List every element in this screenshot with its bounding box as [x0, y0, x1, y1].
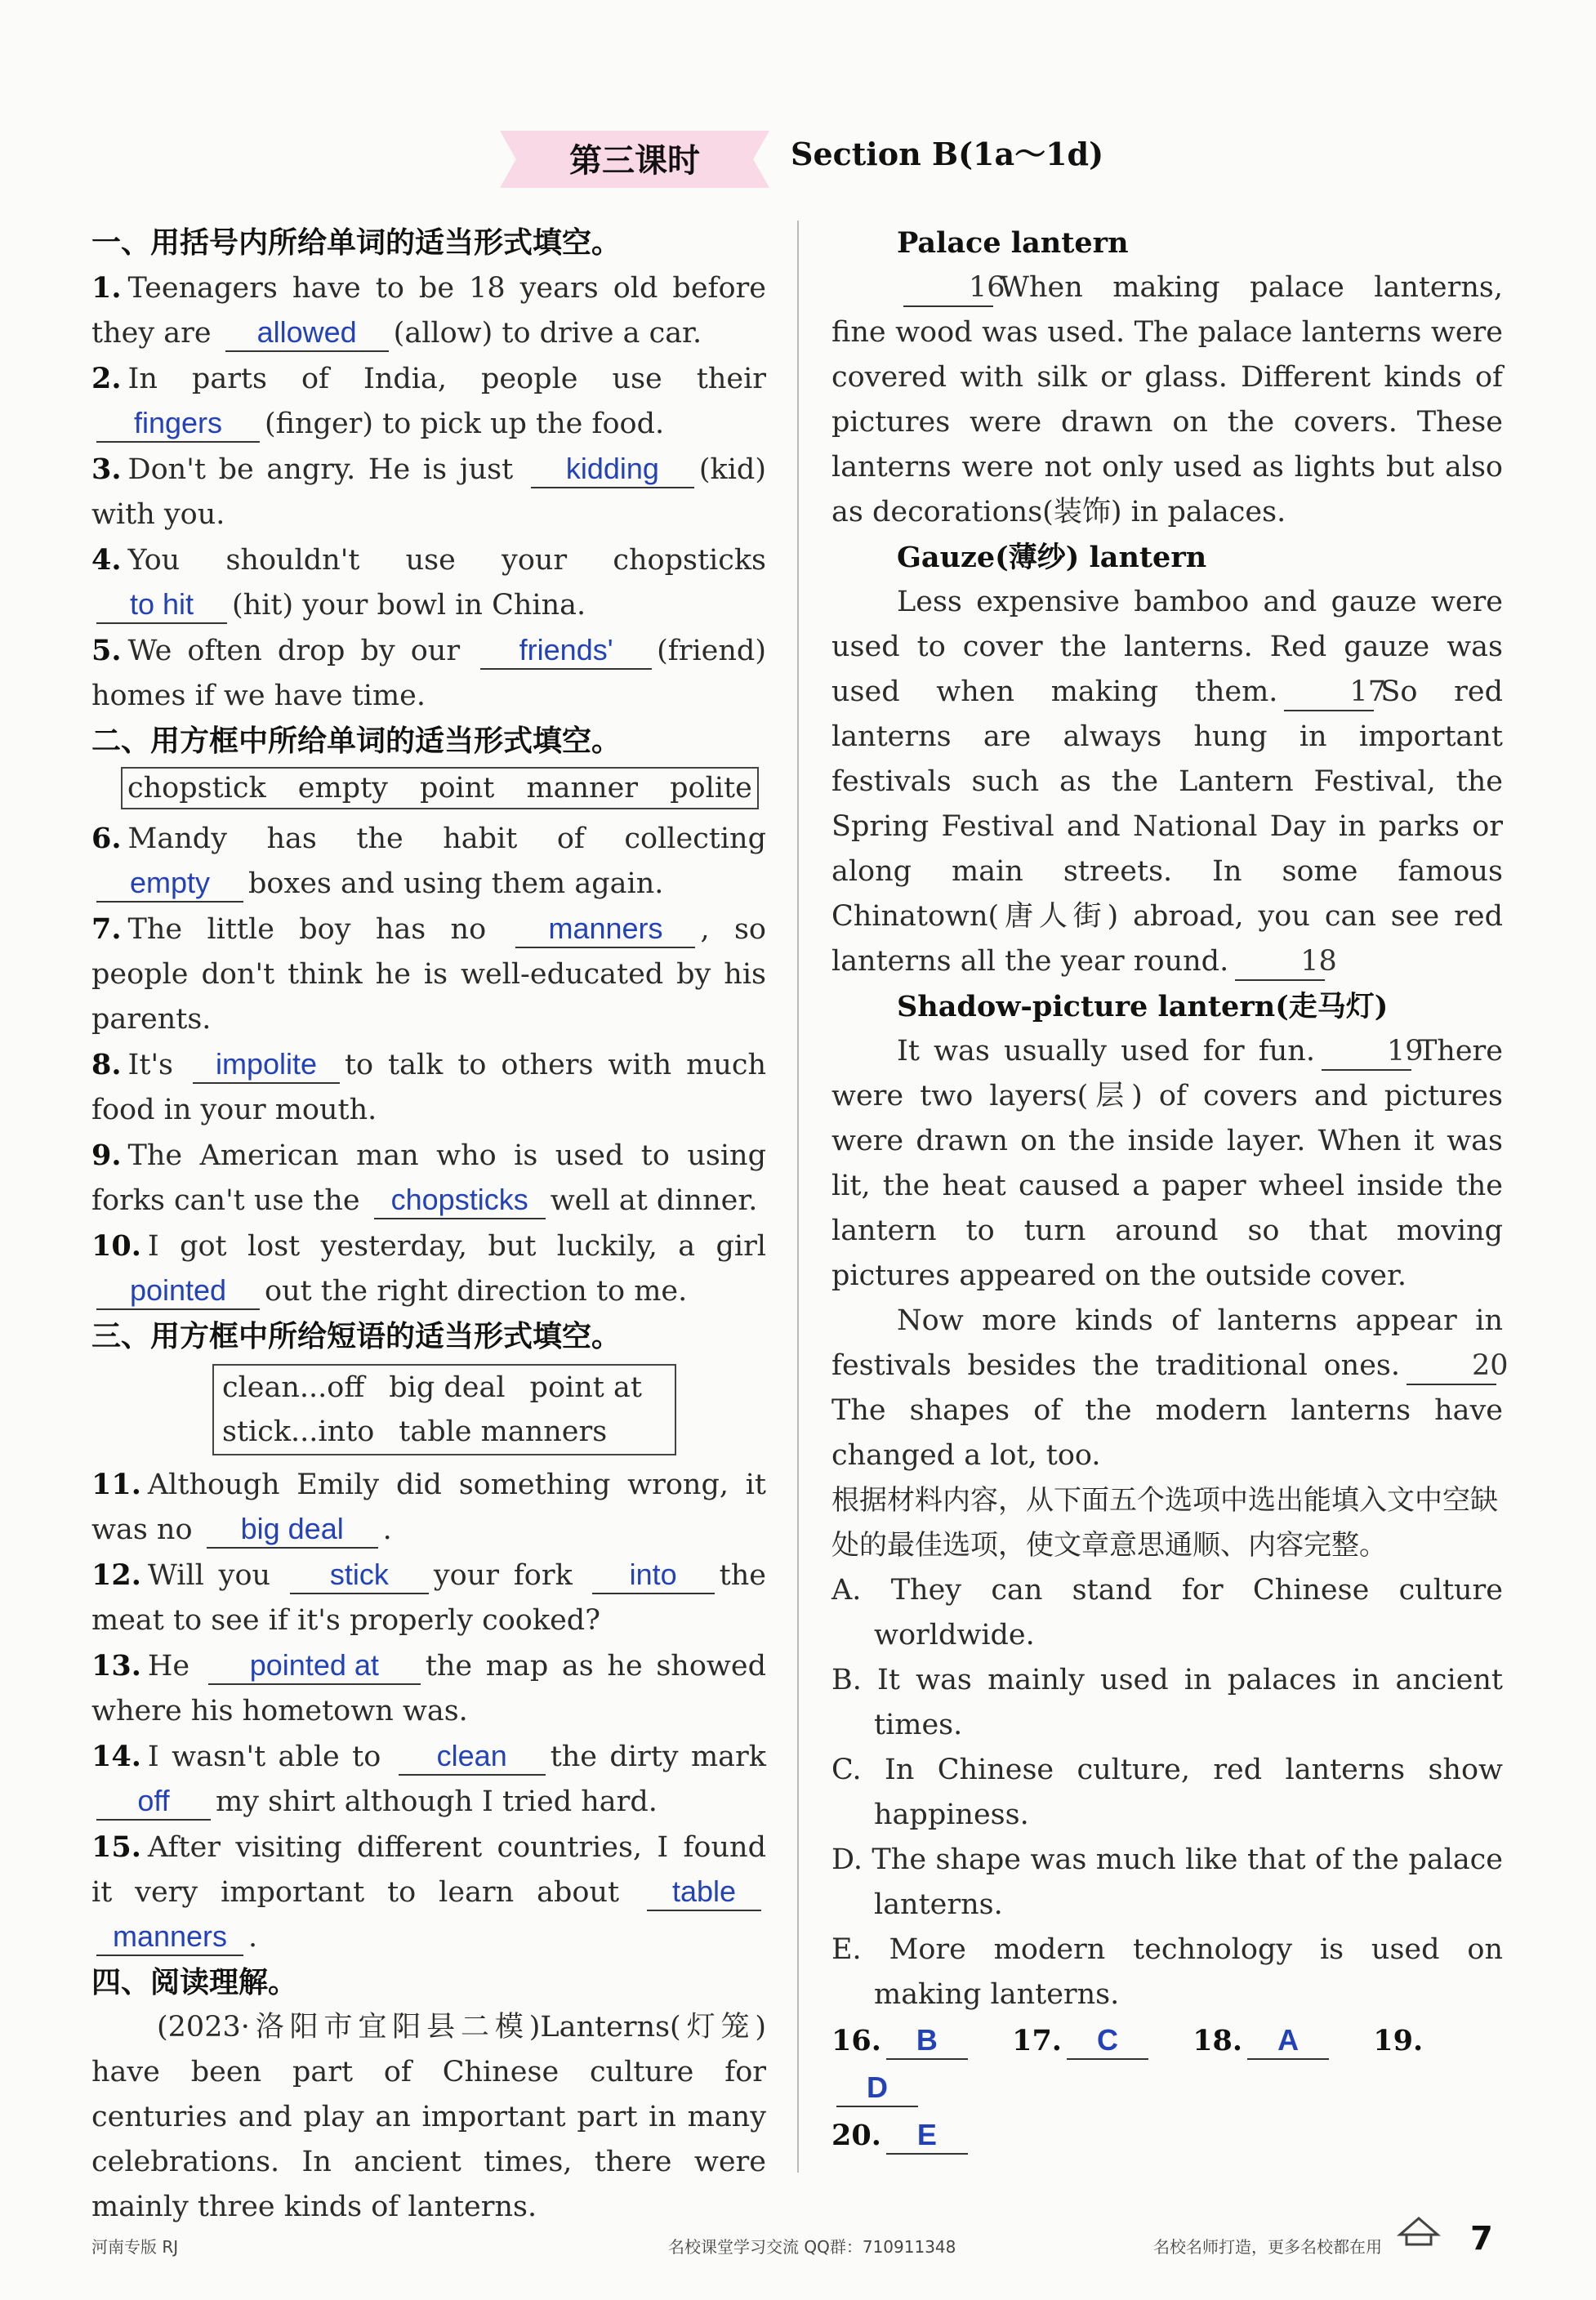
option-c: C. In Chinese culture, red lanterns show happiness. — [831, 1754, 1503, 1831]
answer-blank-9[interactable]: chopsticks — [374, 1182, 546, 1219]
answer-20[interactable]: E — [886, 2117, 968, 2155]
answer-row: 16. B 17. C 18. A 19.D 20. E — [831, 2017, 1503, 2160]
answer-blank-7[interactable]: manners — [515, 911, 695, 948]
answer-blank-3[interactable]: kidding — [531, 451, 694, 488]
answer-blank-1[interactable]: allowed — [225, 314, 389, 352]
section-title: Section B(1a～1d) — [791, 136, 1104, 172]
question-1: 1. Teenagers have to be 18 years old before they are allowed (allow) to drive a car. — [91, 265, 766, 356]
question-10: 10. I got lost yesterday, but luckily, a girl pointed out the right direction to me. — [91, 1224, 766, 1314]
blank-20: 20 — [1407, 1348, 1496, 1385]
paragraph-palace: 16When making palace lanterns, fine wood was used. The palace lanterns were covered with silk or glass. Different kinds of pictures were drawn on the covers. These lanterns were not only used as lights but also as decorations(装饰) in palaces. — [831, 271, 1503, 528]
answer-19[interactable]: D — [836, 2070, 918, 2107]
right-column — [831, 221, 1509, 2160]
answer-blank-6[interactable]: empty — [96, 865, 243, 903]
blank-17: 17 — [1284, 674, 1374, 711]
paragraph-modern: Now more kinds of lanterns appear in festivals besides the traditional ones. 20The shapes of the modern lanterns have changed a lot, too. — [831, 1304, 1509, 1472]
subheading-gauze-lantern: Gauze(薄纱) lantern — [897, 541, 1207, 574]
question-6: 6. Mandy has the habit of collecting empty boxes and using them again. — [91, 816, 766, 907]
answer-blank-10[interactable]: pointed — [96, 1273, 260, 1310]
answer-blank-2[interactable]: fingers — [96, 405, 260, 443]
option-a: A. They can stand for Chinese culture worldwide. — [831, 1574, 1503, 1651]
question-12: 12. Will you stick your fork into the meat to see if it's properly cooked? — [91, 1558, 766, 1637]
left-column — [91, 221, 766, 2230]
answer-blank-5[interactable]: friends' — [480, 632, 652, 670]
answer-blank-14a[interactable]: clean — [399, 1738, 546, 1776]
answer-18[interactable]: A — [1247, 2022, 1329, 2060]
column-divider — [797, 221, 799, 2173]
page-number: 7 — [1470, 2220, 1493, 2258]
question-9: 9. The American man who is used to using forks can't use the chopsticks well at dinner. — [91, 1133, 766, 1224]
answer-blank-12b[interactable]: into — [592, 1557, 715, 1594]
option-b: B. It was mainly used in palaces in ancient times. — [831, 1664, 1503, 1741]
answer-blank-4[interactable]: to hit — [96, 586, 227, 624]
option-e: E. More modern technology is used on making lanterns. — [831, 1933, 1503, 2011]
phrase-box: clean...off big deal point at stick...into table manners — [212, 1364, 676, 1455]
answer-blank-15b[interactable]: manners — [96, 1919, 243, 1956]
question-14: 14. I wasn't able to clean the dirty mark off my shirt although I tried hard. — [91, 1734, 766, 1825]
part1-heading: 一、用括号内所给单词的适当形式填空。 — [91, 226, 622, 260]
reading-instruction: 根据材料内容，从下面五个选项中选出能填入文中空缺处的最佳选项，使文章意思通顺、内容完整。 — [831, 1484, 1498, 1562]
question-13: 13. He pointed at the map as he showed where his hometown was. — [91, 1648, 766, 1727]
answer-17[interactable]: C — [1067, 2022, 1148, 2060]
footer-qq-group: 名校课堂学习交流 QQ群：710911348 — [668, 2237, 956, 2257]
reading-intro: (2023·洛阳市宜阳县二模)Lanterns(灯笼) have been part of Chinese culture for centuries and play an important part in many celebrations. In ancient times, there were mainly three kinds of lanterns. — [91, 2011, 766, 2223]
question-7: 7. The little boy has no manners , so people don't think he is well-educated by his parents. — [91, 912, 766, 1036]
lesson-label: 第三课时 — [569, 141, 700, 180]
question-15: 15. After visiting different countries, I found it very important to learn about table manners . — [91, 1825, 766, 1960]
paragraph-gauze: Less expensive bamboo and gauze were used to cover the lanterns. Red gauze was used when making them. 17So red lanterns are always hung in important festivals such as the Lantern Festival, the Spring Festival and National Day in parks or along main streets. In some famous Chinatown(唐人街) abroad, you can see red lanterns all the year round. 18 — [831, 580, 1503, 984]
question-4: 4. You shouldn't use your chopsticks to hit (hit) your bowl in China. — [91, 537, 766, 628]
word-box: chopstick empty point manner polite — [121, 767, 759, 809]
part3-heading: 三、用方框中所给短语的适当形式填空。 — [91, 1320, 622, 1353]
subheading-palace-lantern: Palace lantern — [897, 226, 1129, 260]
footer-edition: 河南专版 RJ — [91, 2237, 179, 2257]
answer-blank-12a[interactable]: stick — [290, 1557, 429, 1594]
answer-16[interactable]: B — [886, 2022, 968, 2060]
question-11: 11. Although Emily did something wrong, it was no big deal . — [91, 1462, 766, 1553]
publisher-logo-icon — [1395, 2210, 1442, 2249]
blank-16: 16 — [903, 270, 993, 307]
question-3: 3. Don't be angry. He is just kidding (kid) with you. — [91, 452, 766, 531]
part4-heading: 四、阅读理解。 — [91, 1966, 298, 1999]
option-d: D. The shape was much like that of the palace lanterns. — [831, 1843, 1503, 1921]
question-8: 8. It's impolite to talk to others with much food in your mouth. — [91, 1047, 766, 1126]
paragraph-shadow: It was usually used for fun. 19There were two layers(层) of covers and pictures were drawn on the inside layer. When it was lit, the heat caused a paper wheel inside the lantern to turn around so that moving pictures appeared on the outside cover. — [831, 1035, 1503, 1292]
footer-slogan: 名校名师打造，更多名校都在用 — [1153, 2237, 1382, 2257]
question-2: 2. In parts of India, people use their fingers (finger) to pick up the food. — [91, 356, 766, 447]
blank-18: 18 — [1235, 943, 1325, 981]
answer-blank-8[interactable]: impolite — [193, 1046, 340, 1084]
answer-blank-13[interactable]: pointed at — [208, 1647, 421, 1685]
blank-19: 19 — [1322, 1033, 1411, 1071]
answer-blank-11[interactable]: big deal — [207, 1511, 378, 1549]
subheading-shadow-lantern: Shadow-picture lantern(走马灯) — [897, 990, 1389, 1023]
part2-heading: 二、用方框中所给单词的适当形式填空。 — [91, 724, 622, 758]
answer-blank-15a[interactable]: table — [647, 1874, 761, 1911]
question-5: 5. We often drop by our friends' (friend) homes if we have time. — [91, 633, 766, 712]
answer-blank-14b[interactable]: off — [96, 1783, 211, 1821]
